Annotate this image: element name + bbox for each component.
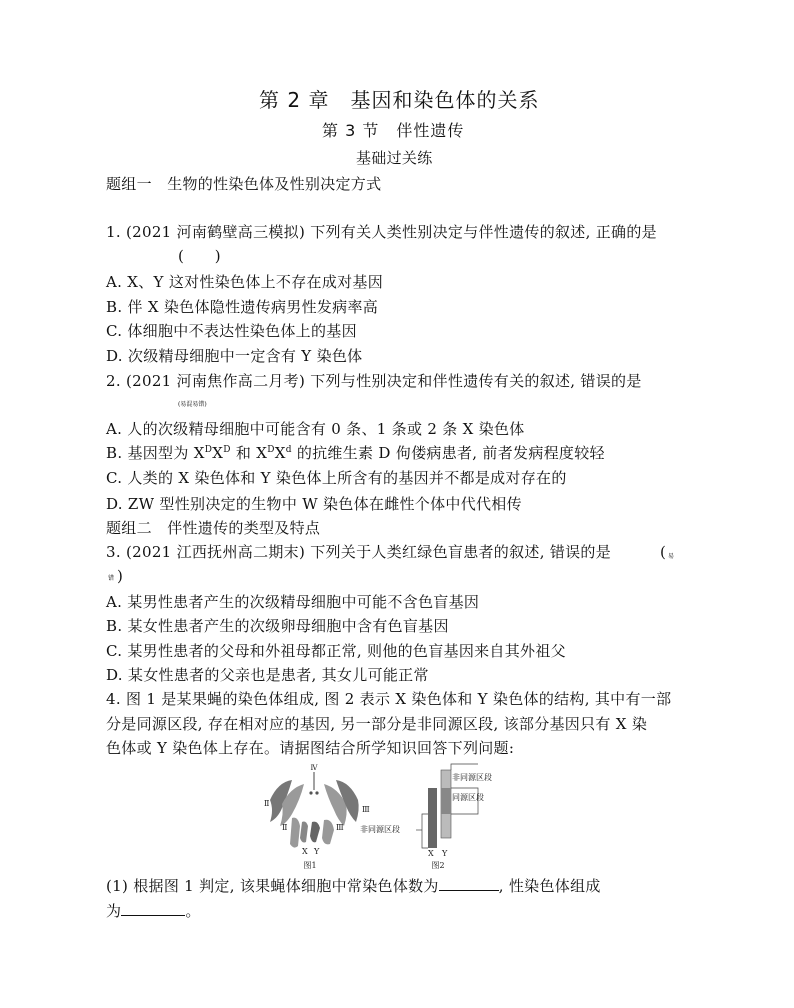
figure-2-xy-structure (360, 764, 492, 870)
homologous-label: 同源区段 (452, 793, 484, 802)
question-1-option-d: D. 次级精母细胞中一定含有 Y 染色体 (106, 347, 363, 365)
nonhomologous-top-bracket (451, 764, 478, 770)
question-4-line-3: 色体或 Y 染色体上存在。请据图结合所学知识回答下列问题: (106, 739, 515, 757)
practice-title: 基础过关练 (356, 149, 433, 167)
chromosome-iv-dot (309, 791, 312, 794)
superscript: D (223, 445, 231, 455)
superscript: D (267, 445, 275, 455)
question-1-option-a: A. X、Y 这对性染色体上不存在成对基因 (106, 273, 384, 291)
question-3-paren-close: ) (117, 567, 124, 585)
x-chromosome-bar (428, 788, 437, 848)
question-3-stem: 3. (2021 江西抚州高二期末) 下列关于人类红绿色盲患者的叙述, 错误的是 (106, 543, 612, 561)
question-2-option-c: C. 人类的 X 染色体和 Y 染色体上所含有的基因并不都是成对存在的 (106, 469, 567, 487)
chapter-title: 第 2 章 基因和染色体的关系 (259, 88, 540, 112)
y-chromosome (310, 822, 320, 843)
question-3-option-d: D. 某女性患者的父亲也是患者, 其女儿可能正常 (106, 666, 429, 684)
question-4-line-2: 分是同源区段, 存在相对应的基因, 另一部分是非同源区段, 该部分基因只有 X 染 (106, 715, 648, 733)
question-3-tiny-a: 易 (668, 553, 675, 560)
chromosome-iii-lower (322, 820, 334, 845)
sub-1-end: 。 (185, 902, 201, 920)
chromosome-label-iv: Ⅳ (310, 764, 318, 772)
question-3-option-c: C. 某男性患者的父母和外祖母都正常, 则他的色盲基因来自其外祖父 (106, 642, 566, 660)
superscript: d (285, 445, 292, 455)
question-1-option-c: C. 体细胞中不表达性染色体上的基因 (106, 322, 357, 340)
chromosome-label-iii: Ⅲ (362, 805, 370, 814)
chromosome-label-ii: Ⅱ (264, 799, 270, 808)
text-run: X (274, 444, 286, 462)
y-label: Y (442, 849, 448, 858)
y-homologous-band (441, 788, 451, 814)
sub-1-mid: , 性染色体组成 (498, 877, 601, 895)
sub-1-text: (1) 根据图 1 判定, 该果蝇体细胞中常染色体数为 (106, 877, 439, 895)
question-1-option-b: B. 伴 X 染色体隐性遗传病男性发病率高 (106, 298, 379, 316)
answer-blank-1[interactable] (439, 876, 499, 891)
x-label: X (428, 849, 434, 858)
question-4-line-1: 4. 图 1 是某果蝇的染色体组成, 图 2 表示 X 染色体和 Y 染色体的结构, 其中有一部 (106, 690, 672, 708)
section-title: 第 3 节 伴性遗传 (322, 121, 465, 140)
question-1-stem: 1. (2021 河南鹤壁高三模拟) 下列有关人类性别决定与伴性遗传的叙述, 正确的是 (106, 223, 657, 241)
question-2-stem: 2. (2021 河南焦作高二月考) 下列与性别决定和伴性遗传有关的叙述, 错误的是 (106, 372, 642, 390)
question-4-sub-1-line-2 (106, 901, 201, 921)
chromosome-figure (252, 760, 502, 872)
chromosome-label-x: X (302, 847, 308, 856)
question-3-option-a: A. 某男性患者产生的次级精母细胞中可能不含色盲基因 (106, 593, 480, 611)
answer-blank-2[interactable] (121, 901, 185, 916)
question-3-tiny-b: 错 (108, 575, 115, 582)
question-2-tiny-note: (易混易错) (178, 401, 207, 408)
nonhomologous-top-label: 非同源区段 (452, 773, 492, 782)
question-4-sub-1 (106, 876, 601, 896)
chromosome-label-iii-lower: Ⅲ (336, 823, 344, 832)
figure-2-caption: 图2 (431, 861, 445, 870)
question-2-option-a: A. 人的次级精母细胞中可能含有 0 条、1 条或 2 条 X 染色体 (106, 420, 525, 438)
question-3-paren-open: ( (660, 543, 667, 561)
group-one-title: 题组一 生物的性染色体及性别决定方式 (106, 175, 382, 193)
question-2-option-b (106, 443, 605, 463)
chromosome-label-y: Y (314, 847, 320, 856)
sub-1-line-2-text: 为 (106, 902, 122, 920)
group-two-title: 题组二 伴性遗传的类型及特点 (106, 519, 321, 537)
text-run: 和 X (230, 444, 268, 462)
text-run: 的抗维生素 D 佝偻病患者, 前者发病程度较轻 (291, 444, 605, 462)
nonhomologous-left-label: 非同源区段 (360, 825, 400, 834)
chromosome-iv-dot (315, 791, 318, 794)
chromosome-label-ii-lower: Ⅱ (282, 823, 288, 832)
superscript: D (204, 445, 213, 455)
figure-1-caption: 图1 (303, 861, 317, 870)
question-3-option-b: B. 某女性患者产生的次级卵母细胞中含有色盲基因 (106, 617, 449, 635)
chromosome-ii-lower (290, 818, 300, 848)
text-run: X (212, 444, 224, 462)
x-chromosome (300, 822, 308, 843)
question-2-option-d: D. ZW 型性别决定的生物中 W 染色体在雌性个体中代代相传 (106, 495, 522, 513)
nonhomologous-left-bracket (422, 814, 428, 848)
text-run: B. 基因型为 X (106, 444, 205, 462)
question-1-answer-paren: ( ) (178, 247, 221, 265)
figure-1-karyotype (264, 764, 370, 870)
